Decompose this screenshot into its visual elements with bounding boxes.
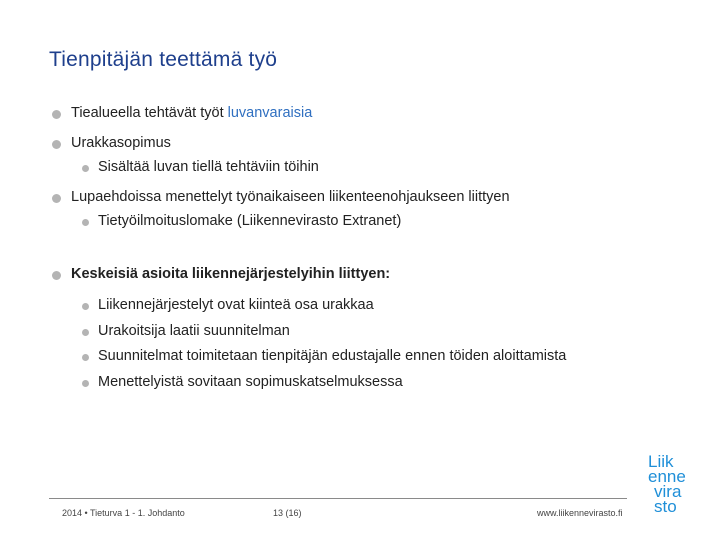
bullet-dot	[52, 271, 61, 280]
bullet-dot	[52, 140, 61, 149]
logo-line-1: Liik	[648, 452, 674, 471]
bullet-text: Sisältää luvan tiellä tehtäviin töihin	[98, 159, 319, 175]
bullet-dot	[82, 165, 89, 172]
logo-line-3: vira	[654, 482, 682, 501]
sub-bullet-item	[98, 159, 319, 175]
bullet-text: Keskeisiä asioita liikennejärjestelyihin liittyen:	[71, 266, 391, 282]
bullet-text: Tietyöilmoituslomake (Liikennevirasto Extranet)	[98, 213, 402, 229]
bullet-dot	[82, 354, 89, 361]
sub-bullet-item	[98, 297, 374, 313]
bullet-text: Urakkasopimus	[71, 135, 171, 151]
logo-line-4: sto	[654, 497, 677, 516]
sub-bullet-item	[98, 323, 290, 339]
bullet-item	[71, 105, 312, 121]
bullet-dot	[82, 380, 89, 387]
bullet-text: Liikennejärjestelyt ovat kiinteä osa urakkaa	[98, 297, 374, 313]
sub-bullet-item	[98, 213, 401, 229]
bullet-item	[71, 266, 390, 282]
bullet-text: Urakoitsija laatii suunnitelman	[98, 323, 290, 339]
slide-title: Tienpitäjän teettämä työ	[49, 48, 278, 71]
footer-page-number: 13 (16)	[273, 508, 302, 518]
bullet-text: Lupaehdoissa menettelyt työnaikaiseen liikenteenohjaukseen liittyen	[71, 189, 510, 205]
bullet-dot	[82, 219, 89, 226]
bullet-text: Tiealueella tehtävät työt	[71, 105, 228, 121]
liikennevirasto-logo	[648, 454, 698, 514]
bullet-link[interactable]: luvanvaraisia	[227, 105, 313, 121]
footer-url[interactable]: www.liikennevirasto.fi	[537, 508, 623, 518]
bullet-dot	[52, 110, 61, 119]
bullet-item	[71, 189, 510, 205]
bullet-text: Suunnitelmat toimitetaan tienpitäjän edustajalle ennen töiden aloittamista	[98, 348, 567, 364]
sub-bullet-item	[98, 374, 403, 390]
footer-left-text: 2014 • Tieturva 1 - 1. Johdanto	[62, 508, 185, 518]
bullet-dot	[82, 303, 89, 310]
footer-divider	[49, 498, 627, 499]
bullet-text: Menettelyistä sovitaan sopimuskatselmuksessa	[98, 374, 403, 390]
sub-bullet-item	[98, 348, 566, 364]
logo-line-2: enne	[648, 467, 686, 486]
bullet-dot	[82, 329, 89, 336]
bullet-dot	[52, 194, 61, 203]
bullet-item	[71, 135, 171, 151]
